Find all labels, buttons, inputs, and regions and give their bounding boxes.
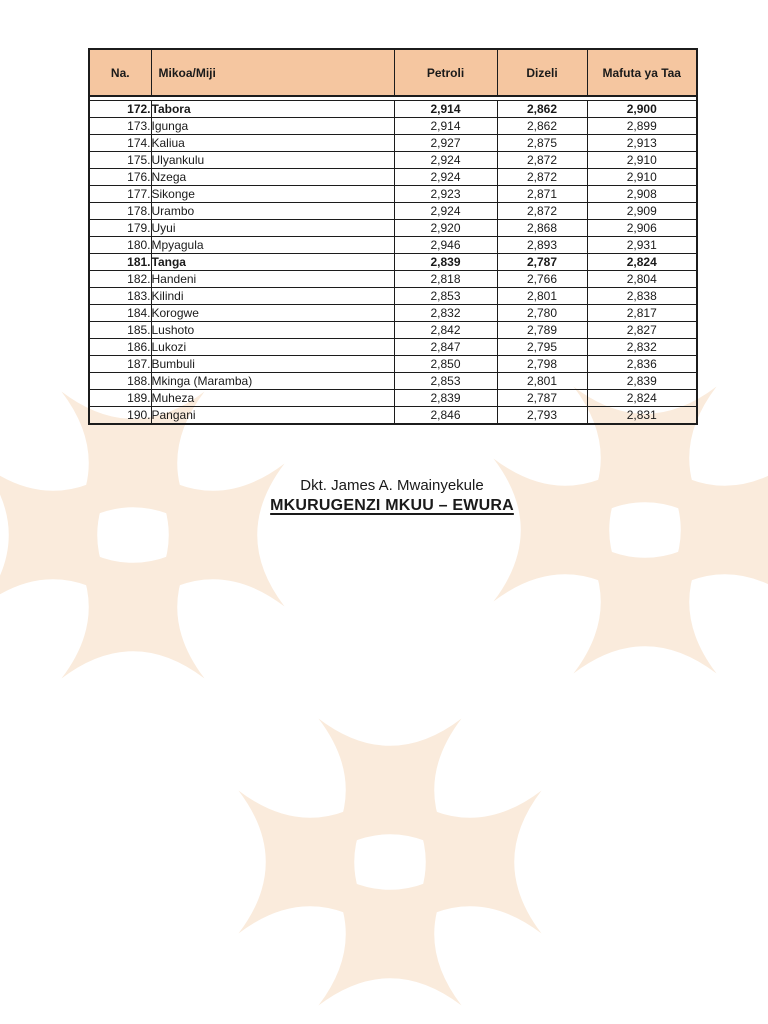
row-number: 173. <box>89 118 151 135</box>
kerosene-price: 2,899 <box>587 118 697 135</box>
column-header-diesel: Dizeli <box>497 49 587 96</box>
table-row <box>89 305 697 322</box>
kerosene-price: 2,931 <box>587 237 697 254</box>
column-header-region: Mikoa/Miji <box>151 49 394 96</box>
table-row <box>89 237 697 254</box>
kerosene-price: 2,804 <box>587 271 697 288</box>
signature-block <box>88 477 696 515</box>
table-row <box>89 322 697 339</box>
petrol-price: 2,850 <box>394 356 497 373</box>
petrol-price: 2,846 <box>394 407 497 425</box>
petrol-price: 2,914 <box>394 118 497 135</box>
kerosene-price: 2,832 <box>587 339 697 356</box>
region-name: Urambo <box>151 203 394 220</box>
region-name: Mkinga (Maramba) <box>151 373 394 390</box>
table-row <box>89 288 697 305</box>
kerosene-price: 2,908 <box>587 186 697 203</box>
row-number: 174. <box>89 135 151 152</box>
petrol-price: 2,920 <box>394 220 497 237</box>
region-name: Uyui <box>151 220 394 237</box>
table-row <box>89 220 697 237</box>
diesel-price: 2,872 <box>497 169 587 186</box>
region-name: Tabora <box>151 101 394 118</box>
region-name: Lukozi <box>151 339 394 356</box>
table-body <box>89 96 697 424</box>
petrol-price: 2,853 <box>394 288 497 305</box>
diesel-price: 2,893 <box>497 237 587 254</box>
row-number: 186. <box>89 339 151 356</box>
diesel-price: 2,868 <box>497 220 587 237</box>
kerosene-price: 2,824 <box>587 254 697 271</box>
petrol-price: 2,839 <box>394 390 497 407</box>
petrol-price: 2,853 <box>394 373 497 390</box>
table-row <box>89 271 697 288</box>
table-row <box>89 169 697 186</box>
diesel-price: 2,872 <box>497 152 587 169</box>
table-row <box>89 118 697 135</box>
region-name: Pangani <box>151 407 394 425</box>
diesel-price: 2,801 <box>497 288 587 305</box>
petrol-price: 2,842 <box>394 322 497 339</box>
diesel-price: 2,801 <box>497 373 587 390</box>
kerosene-price: 2,827 <box>587 322 697 339</box>
region-name: Igunga <box>151 118 394 135</box>
table-row <box>89 254 697 271</box>
kerosene-price: 2,836 <box>587 356 697 373</box>
table-row <box>89 203 697 220</box>
diesel-price: 2,875 <box>497 135 587 152</box>
row-number: 184. <box>89 305 151 322</box>
diesel-price: 2,795 <box>497 339 587 356</box>
row-number: 176. <box>89 169 151 186</box>
region-name: Korogwe <box>151 305 394 322</box>
signatory-name: Dkt. James A. Mwainyekule <box>300 477 484 494</box>
row-number: 185. <box>89 322 151 339</box>
petrol-price: 2,847 <box>394 339 497 356</box>
region-name: Bumbuli <box>151 356 394 373</box>
petrol-price: 2,832 <box>394 305 497 322</box>
diesel-price: 2,872 <box>497 203 587 220</box>
column-header-na: Na. <box>89 49 151 96</box>
diesel-price: 2,798 <box>497 356 587 373</box>
petrol-price: 2,927 <box>394 135 497 152</box>
region-name: Nzega <box>151 169 394 186</box>
kerosene-price: 2,824 <box>587 390 697 407</box>
row-number: 181. <box>89 254 151 271</box>
table-row <box>89 135 697 152</box>
table-row <box>89 407 697 425</box>
kerosene-price: 2,838 <box>587 288 697 305</box>
region-name: Kaliua <box>151 135 394 152</box>
region-name: Muheza <box>151 390 394 407</box>
table-row <box>89 390 697 407</box>
diesel-price: 2,871 <box>497 186 587 203</box>
table-row <box>89 339 697 356</box>
petrol-price: 2,946 <box>394 237 497 254</box>
petrol-price: 2,818 <box>394 271 497 288</box>
table-row <box>89 373 697 390</box>
fuel-price-table <box>88 48 698 425</box>
region-name: Ulyankulu <box>151 152 394 169</box>
table-row <box>89 101 697 118</box>
region-name: Handeni <box>151 271 394 288</box>
kerosene-price: 2,831 <box>587 407 697 425</box>
table-header <box>89 49 697 96</box>
table-row <box>89 356 697 373</box>
header-row <box>89 49 697 96</box>
column-header-petrol: Petroli <box>394 49 497 96</box>
kerosene-price: 2,913 <box>587 135 697 152</box>
row-number: 189. <box>89 390 151 407</box>
diesel-price: 2,862 <box>497 101 587 118</box>
region-name: Mpyagula <box>151 237 394 254</box>
region-name: Lushoto <box>151 322 394 339</box>
signatory-title: MKURUGENZI MKUU – EWURA <box>270 497 514 514</box>
row-number: 177. <box>89 186 151 203</box>
kerosene-price: 2,909 <box>587 203 697 220</box>
kerosene-price: 2,910 <box>587 169 697 186</box>
row-number: 178. <box>89 203 151 220</box>
table-row <box>89 186 697 203</box>
table-row <box>89 152 697 169</box>
row-number: 175. <box>89 152 151 169</box>
kerosene-price: 2,839 <box>587 373 697 390</box>
row-number: 179. <box>89 220 151 237</box>
diesel-price: 2,789 <box>497 322 587 339</box>
petrol-price: 2,914 <box>394 101 497 118</box>
kerosene-price: 2,906 <box>587 220 697 237</box>
region-name: Sikonge <box>151 186 394 203</box>
petrol-price: 2,924 <box>394 152 497 169</box>
kerosene-price: 2,910 <box>587 152 697 169</box>
diesel-price: 2,787 <box>497 254 587 271</box>
petrol-price: 2,923 <box>394 186 497 203</box>
diesel-price: 2,793 <box>497 407 587 425</box>
petrol-price: 2,924 <box>394 169 497 186</box>
row-number: 187. <box>89 356 151 373</box>
diesel-price: 2,787 <box>497 390 587 407</box>
petrol-price: 2,924 <box>394 203 497 220</box>
row-number: 180. <box>89 237 151 254</box>
row-number: 182. <box>89 271 151 288</box>
region-name: Tanga <box>151 254 394 271</box>
diesel-price: 2,862 <box>497 118 587 135</box>
column-header-kerosene: Mafuta ya Taa <box>587 49 697 96</box>
diesel-price: 2,766 <box>497 271 587 288</box>
row-number: 183. <box>89 288 151 305</box>
row-number: 190. <box>89 407 151 425</box>
row-number: 188. <box>89 373 151 390</box>
region-name: Kilindi <box>151 288 394 305</box>
kerosene-price: 2,900 <box>587 101 697 118</box>
diesel-price: 2,780 <box>497 305 587 322</box>
kerosene-price: 2,817 <box>587 305 697 322</box>
row-number: 172. <box>89 101 151 118</box>
petrol-price: 2,839 <box>394 254 497 271</box>
